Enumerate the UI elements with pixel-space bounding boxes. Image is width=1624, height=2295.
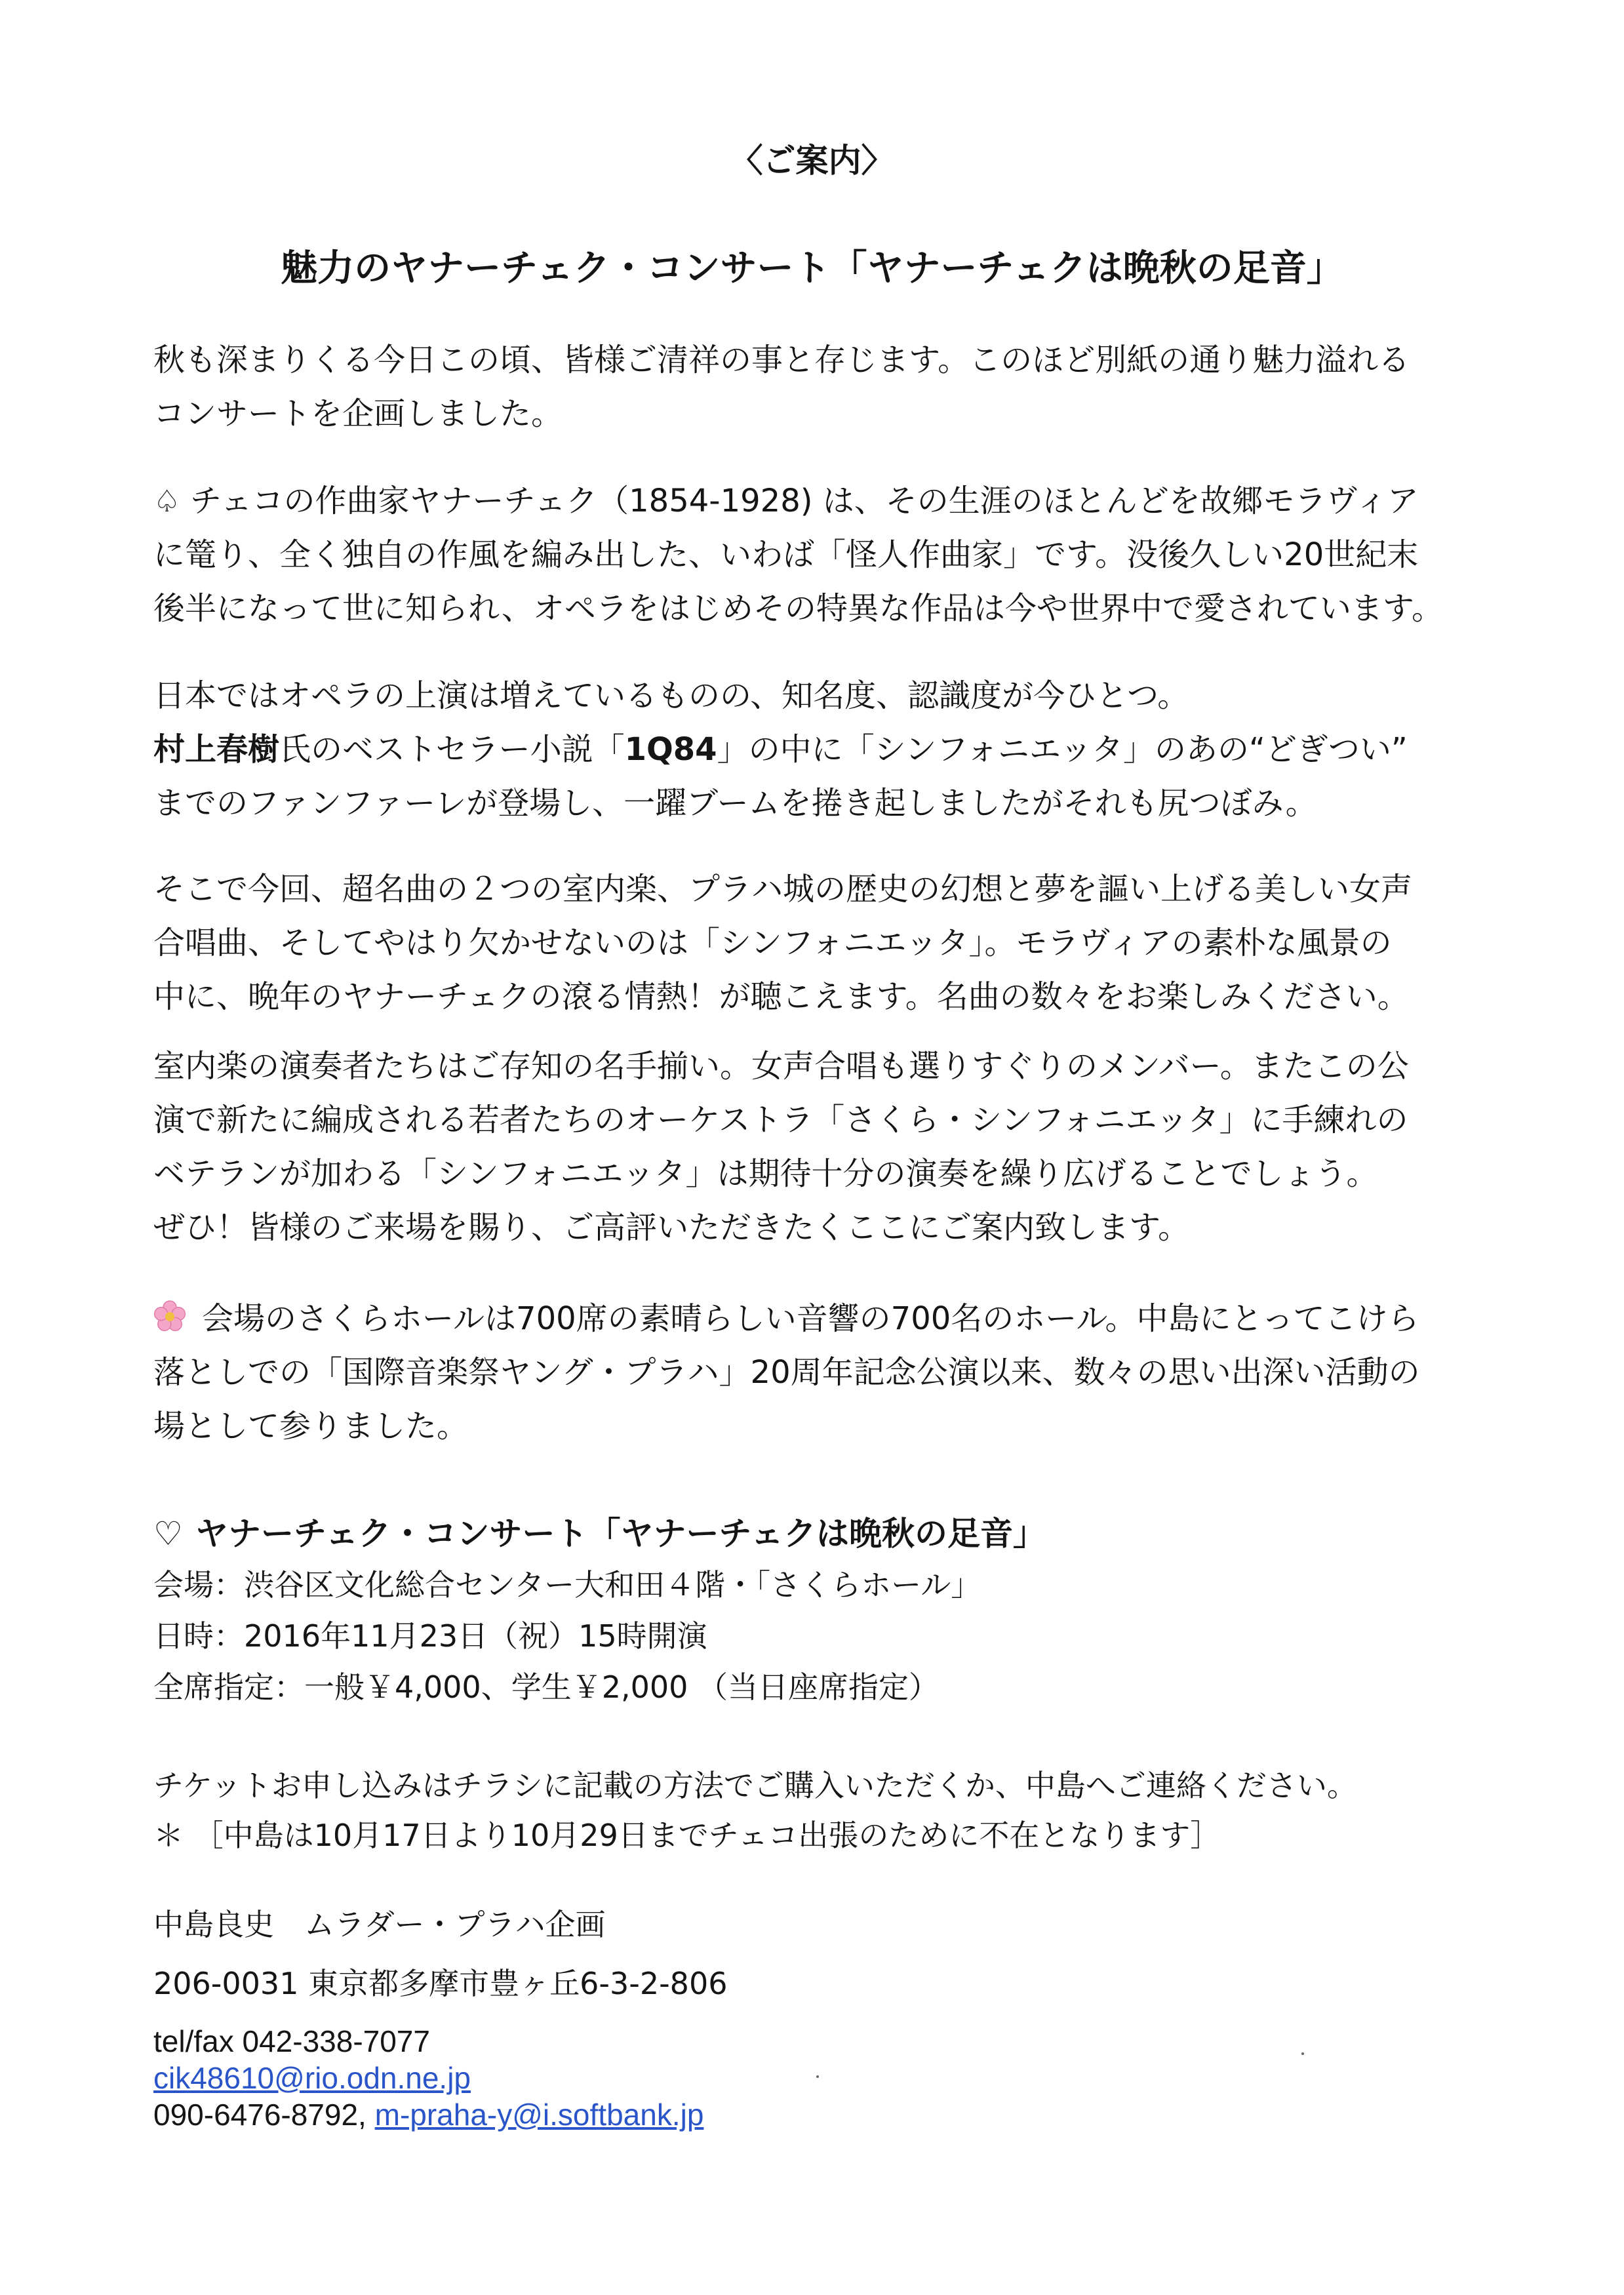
event-datetime: 日時：2016年11月23日（祝）15時開演 bbox=[153, 1618, 707, 1654]
ticket-instructions: チケットお申し込みはチラシに記載の方法でご購入いただくか、中島へご連絡ください。 bbox=[153, 1768, 1357, 1803]
paragraph-text: 」の中に「シンフォニエッタ」のあの“どぎつい” bbox=[717, 731, 1408, 768]
paragraph-text: 会場のさくらホールは700席の素晴らしい音響の700名のホール。中島にとってこけら bbox=[202, 1300, 1419, 1337]
paragraph-line: までのファンファーレが登場し、一躍ブームを捲き起しましたがそれも尻つぼみ。 bbox=[153, 785, 1317, 822]
program-paragraph bbox=[153, 862, 1491, 1024]
greeting-paragraph bbox=[153, 333, 1491, 441]
event-price: 全席指定：一般￥4,000、学生￥2,000 （当日座席指定） bbox=[153, 1669, 939, 1705]
composer-paragraph bbox=[153, 474, 1491, 635]
heart-icon: ♡ bbox=[153, 1515, 183, 1553]
novel-title: 1Q84 bbox=[624, 731, 717, 768]
japan-reception-paragraph bbox=[153, 669, 1491, 830]
paragraph-line bbox=[153, 723, 1491, 776]
spade-icon: ♤ bbox=[153, 483, 181, 519]
paragraph-line: ぜひ！皆様のご来場を賜り、ご高評いただきたくここにご案内致します。 bbox=[153, 1209, 1190, 1246]
event-title-text: ヤナーチェク・コンサート「ヤナーチェクは晩秋の足音」 bbox=[195, 1515, 1046, 1553]
email-link-mobile[interactable]: m-praha-y@i.softbank.jp bbox=[374, 2098, 704, 2132]
contact-address: 206-0031 東京都多摩市豊ヶ丘6-3-2-806 bbox=[153, 1966, 728, 2001]
event-details bbox=[153, 1508, 1491, 1713]
contact-tel-fax: tel/fax 042-338-7077 bbox=[153, 2024, 430, 2058]
paragraph-line: 合唱曲、そしてやはり欠かせないのは「シンフォニエッタ」。モラヴィアの素朴な風景の bbox=[153, 925, 1392, 961]
paragraph-line: 後半になって世に知られ、オペラをはじめその特異な作品は今や世界中で愛されています。 bbox=[153, 590, 1444, 627]
paragraph-line: に篭り、全く独自の作風を編み出した、いわば「怪人作曲家」です。没後久しい20世紀末 bbox=[153, 536, 1419, 573]
scan-speck bbox=[816, 2075, 819, 2078]
paragraph-line: 秋も深まりくる今日この頃、皆様ご清祥の事と存じます。このほど別紙の通り魅力溢れる bbox=[153, 342, 1410, 378]
venue-paragraph bbox=[153, 1292, 1491, 1453]
paragraph-line bbox=[153, 474, 1491, 528]
event-venue: 会場：渋谷区文化総合センター大和田４階・「さくらホール」 bbox=[153, 1567, 981, 1603]
scan-speck bbox=[1301, 2052, 1304, 2055]
paragraph-line: 落としでの「国際音楽祭ヤング・プラハ」20周年記念公演以来、数々の思い出深い活動の bbox=[153, 1354, 1420, 1391]
paragraph-line bbox=[153, 1292, 1491, 1346]
paragraph-text: チェコの作曲家ヤナーチェク（1854-1928) は、その生涯のほとんどを故郷モラヴィア bbox=[190, 483, 1419, 519]
paragraph-line: そこで今回、超名曲の２つの室内楽、プラハ城の歴史の幻想と夢を謳い上げる美しい女声 bbox=[153, 871, 1413, 908]
contact-name: 中島良史 ムラダー・プラハ企画 bbox=[153, 1907, 606, 1942]
notice-heading: 〈ご案内〉 bbox=[730, 142, 894, 180]
paragraph-line: 中に、晩年のヤナーチェクの滾る情熱！が聴こえます。名曲の数々をお楽しみください。 bbox=[153, 978, 1409, 1015]
contact-mobile-line bbox=[153, 2096, 1491, 2133]
performers-paragraph bbox=[153, 1039, 1491, 1254]
sakura-flower-icon bbox=[153, 1300, 186, 1333]
email-link-primary[interactable]: cik48610@rio.odn.ne.jp bbox=[153, 2061, 471, 2095]
paragraph-line: 日本ではオペラの上演は増えているものの、知名度、認識度が今ひとつ。 bbox=[153, 677, 1189, 714]
event-title bbox=[153, 1508, 1491, 1559]
paragraph-line: 場として参りました。 bbox=[153, 1408, 469, 1445]
absence-note: ＊ ［中島は10月17日より10月29日までチェコ出張のために不在となります］ bbox=[153, 1818, 1221, 1853]
ticket-info bbox=[153, 1761, 1491, 1860]
paragraph-line: ベテランが加わる「シンフォニエッタ」は期待十分の演奏を繰り広げることでしょう。 bbox=[153, 1155, 1378, 1192]
paragraph-line: コンサートを企画しました。 bbox=[153, 395, 563, 432]
contact-block bbox=[153, 1898, 1491, 2133]
paragraph-line: 室内楽の演奏者たちはご存知の名手揃い。女声合唱も選りすぐりのメンバー。またこの公 bbox=[153, 1048, 1409, 1085]
paragraph-text: 氏のベストセラー小説「 bbox=[279, 731, 625, 768]
paragraph-line: 演で新たに編成される若者たちのオーケストラ「さくら・シンフォニエッタ」に手練れの bbox=[153, 1102, 1408, 1138]
author-name: 村上春樹 bbox=[153, 731, 280, 768]
document-title: 魅力のヤナーチェク・コンサート「ヤナーチェクは晩秋の足音」 bbox=[281, 247, 1343, 290]
contact-mobile: 090-6476-8792, bbox=[153, 2098, 375, 2132]
